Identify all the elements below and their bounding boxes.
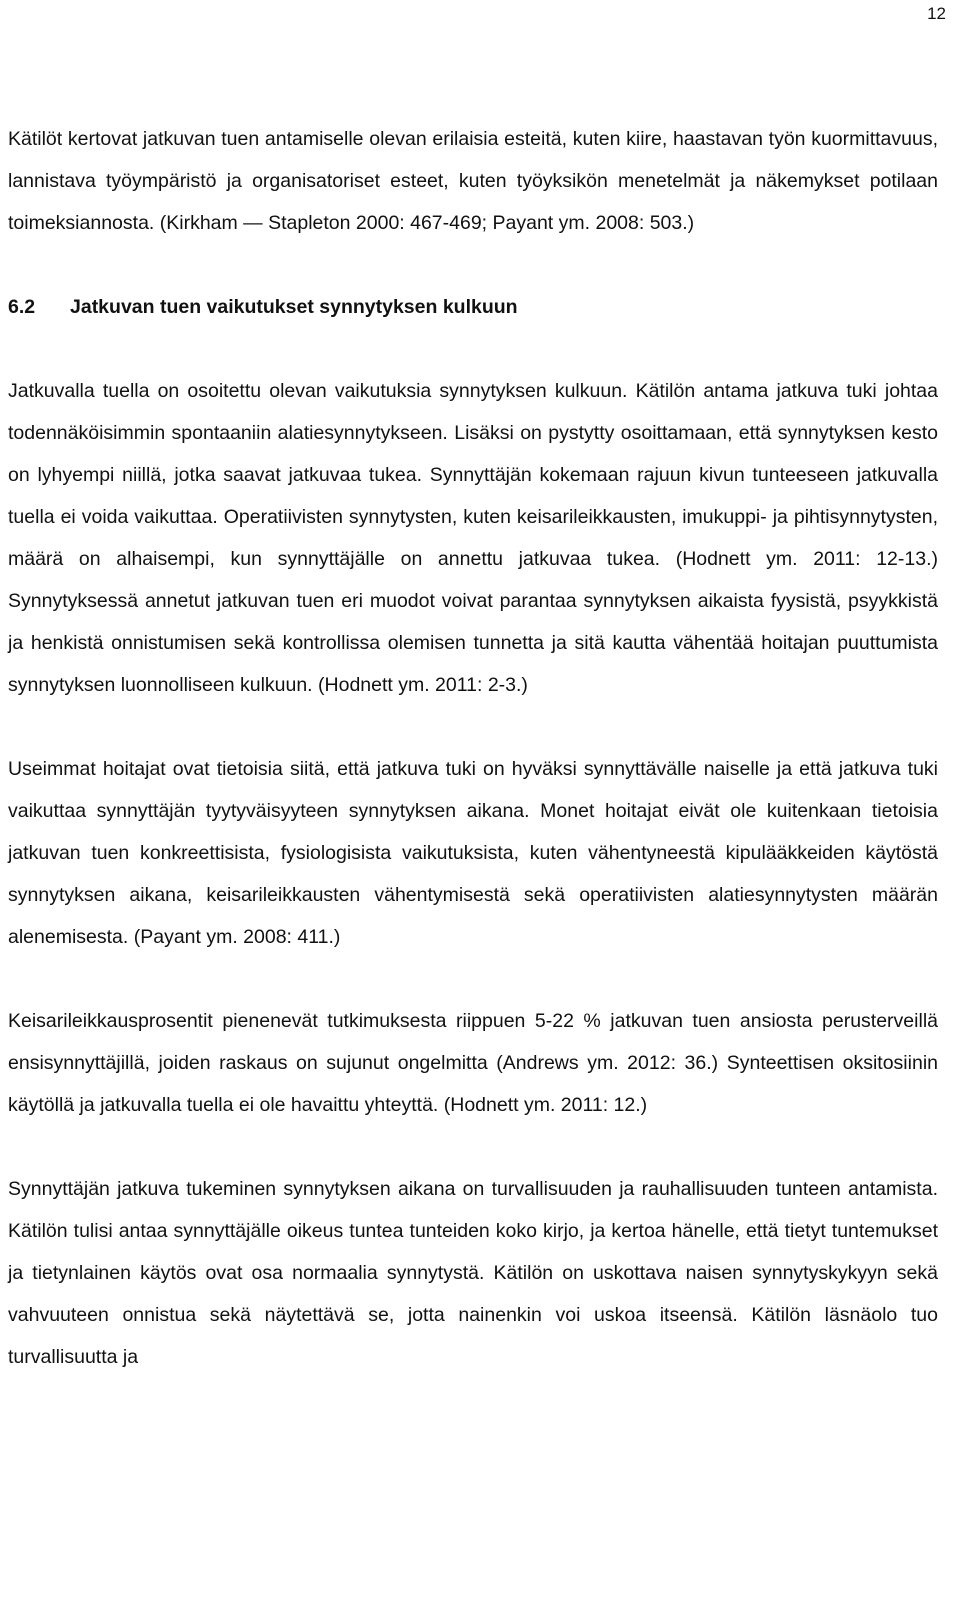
paragraph-3: Useimmat hoitajat ovat tietoisia siitä, että jatkuva tuki on hyväksi synnyttävälle naiselle ja että jatkuva tuki vaikuttaa synnyttäjän tyytyväisyyteen synnytyksen aikana. Monet hoitajat eivät ole kuitenkaan tietoisia jatkuvan tuen konkreettisista, fysiologisista vaikutuksista, kuten vähentyneestä kipulääkkeiden käytöstä synnytyksen aikana, keisarileikkausten vähentymisestä sekä operatiivisten alatiesynnytysten määrän alenemisesta. (Payant ym. 2008: 411.) bbox=[8, 758, 938, 948]
paragraph-4: Keisarileikkausprosentit pienenevät tutkimuksesta riippuen 5-22 % jatkuvan tuen ansiosta perusterveillä ensisynnyttäjillä, joiden raskaus on sujunut ongelmitta (Andrews ym. 2012: 36.) Synteettisen oksitosiinin käytöllä ja jatkuvalla tuella ei ole havaittu yhteyttä. (Hodnett ym. 2011: 12.) bbox=[8, 1010, 938, 1116]
page-number: 12 bbox=[927, 4, 946, 23]
document-body bbox=[8, 118, 938, 1378]
paragraph-2: Jatkuvalla tuella on osoitettu olevan vaikutuksia synnytyksen kulkuun. Kätilön antama jatkuva tuki johtaa todennäköisimmin spontaaniin alatiesynnytykseen. Lisäksi on pystytty osoittamaan, että synnytyksen kesto on lyhyempi niillä, jotka saavat jatkuvaa tukea. Synnyttäjän kokemaan rajuun kivun tunteeseen jatkuvalla tuella ei voida vaikuttaa. Operatiivisten synnytysten, kuten keisarileikkausten, imukuppi- ja pihtisynnytysten, määrä on alhaisempi, kun synnyttäjälle on annettu jatkuvaa tukea. (Hodnett ym. 2011: 12-13.) Synnytyksessä annetut jatkuvan tuen eri muodot voivat parantaa synnytyksen aikaista fyysistä, psyykkistä ja henkistä onnistumisen sekä kontrollissa olemisen tunnetta ja sitä kautta vähentää hoitajan puuttumista synnytyksen luonnolliseen kulkuun. (Hodnett ym. 2011: 2-3.) bbox=[8, 380, 938, 696]
paragraph-5: Synnyttäjän jatkuva tukeminen synnytyksen aikana on turvallisuuden ja rauhallisuuden tunteen antamista. Kätilön tulisi antaa synnyttäjälle oikeus tuntea tunteiden koko kirjo, ja kertoa hänelle, että tietyt tuntemukset ja tietynlainen käytös ovat osa normaalia synnytystä. Kätilön on uskottava naisen synnytyskykyyn sekä vahvuuteen onnistua sekä näytettävä se, jotta nainenkin voi uskoa itseensä. Kätilön läsnäolo tuo turvallisuutta ja bbox=[8, 1178, 938, 1368]
section-number: 6.2 bbox=[8, 296, 36, 318]
section-title: Jatkuvan tuen vaikutukset synnytyksen kulkuun bbox=[70, 296, 518, 318]
paragraph-1: Kätilöt kertovat jatkuvan tuen antamiselle olevan erilaisia esteitä, kuten kiire, haastavan työn kuormittavuus, lannistava työympäristö ja organisatoriset esteet, kuten työyksikön menetelmät ja näkemykset potilaan toimeksiannosta. (Kirkham ― Stapleton 2000: 467-469; Payant ym. 2008: 503.) bbox=[8, 128, 938, 234]
section-heading bbox=[8, 286, 938, 328]
